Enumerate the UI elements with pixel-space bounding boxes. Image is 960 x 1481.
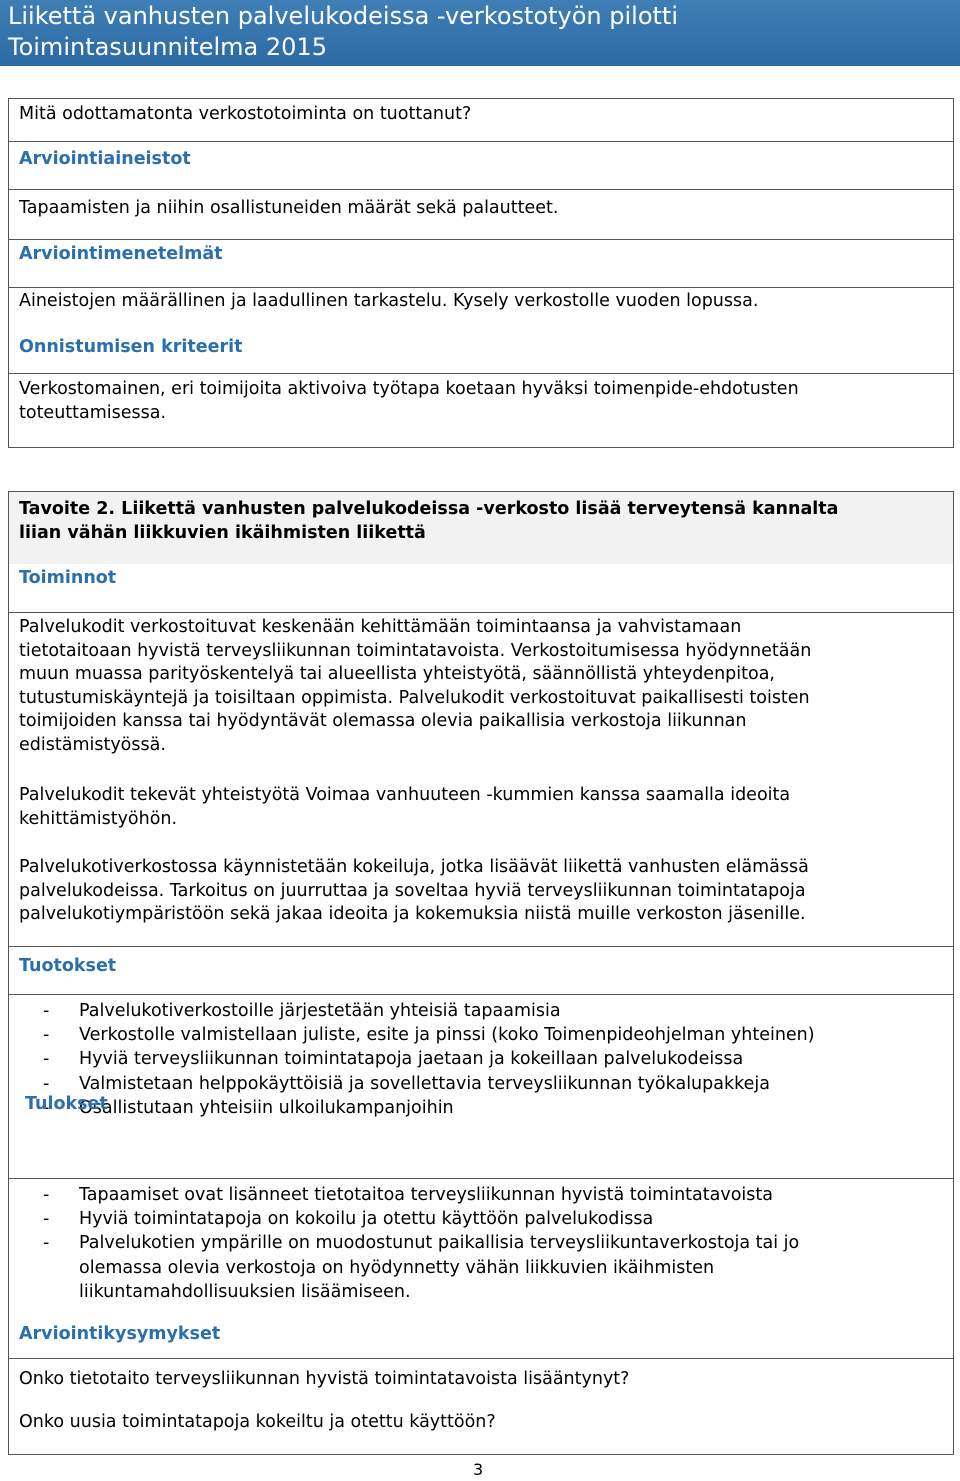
table-row xyxy=(9,99,953,141)
text-line: - Palvelukotien ympärille on muodostunut paikallisia terveysliikuntaverkostoja tai jo xyxy=(79,1233,800,1254)
table-row xyxy=(9,373,953,449)
list-item: - Hyviä terveysliikunnan toimintatapoja jaetaan ja kokeillaan palvelukodeissa xyxy=(43,1047,815,1071)
heading-materials: Arviointiaineistot xyxy=(19,149,191,169)
results-row xyxy=(9,1178,953,1306)
criteria-text-line2: toteuttamisessa. xyxy=(19,403,167,423)
table-row xyxy=(9,189,953,239)
text-line: Palvelukodit verkostoituvat keskenään kehittämään toimintaansa ja vahvistamaan xyxy=(19,617,742,637)
list-item: - Osallistutaan yhteisiin ulkoilukampanjoihin xyxy=(43,1096,815,1120)
text-line: olemassa olevia verkostoja on hyödynnetty vähän liikkuvien ikäihmisten xyxy=(79,1257,715,1278)
document-subtitle: Toimintasuunnitelma 2015 xyxy=(8,33,327,61)
list-item: - Valmistetaan helppokäyttöisiä ja sovellettavia terveysliikunnan työkalupakkeja xyxy=(43,1072,815,1096)
text-line: tutustumiskäyntejä ja toisiltaan oppimista. Palvelukodit verkostoituvat paikallisesti toisten xyxy=(19,687,810,708)
list-item: - Tapaamiset ovat lisänneet tietotaitoa terveysliikunnan hyvistä toimintatavoista xyxy=(43,1183,799,1207)
eval-questions-heading-row xyxy=(9,1310,953,1358)
question-unexpected: Mitä odottamatonta verkostotoiminta on tuottanut? xyxy=(19,104,472,124)
criteria-text-line1: Verkostomainen, eri toimijoita aktivoiva työtapa koetaan hyväksi toimenpide-ehdotusten xyxy=(19,379,799,399)
text-line: palvelukodeissa. Tarkoitus on juurruttaa ja soveltaa hyviä terveysliikunnan toimintatapoja xyxy=(19,880,806,901)
list-item: - Verkostolle valmistellaan juliste, esite ja pinssi (koko Toimenpideohjelman yhteinen) xyxy=(43,1023,815,1047)
methods-text: Aineistojen määrällinen ja laadullinen tarkastelu. Kysely verkostolle vuoden lopussa. xyxy=(19,291,759,311)
heading-methods: Arviointimenetelmät xyxy=(19,244,223,264)
heading-outputs: Tuotokset xyxy=(19,956,117,976)
goal-table xyxy=(8,491,954,1455)
goal-title-line2: liian vähän liikkuvien ikäihmisten liikettä xyxy=(19,523,426,543)
materials-text: Tapaamisten ja niihin osallistuneiden määrät sekä palautteet. xyxy=(19,198,559,218)
eval-questions-row xyxy=(9,1358,953,1456)
heading-criteria: Onnistumisen kriteerit xyxy=(19,337,243,357)
text-line: toimijoiden kanssa tai hyödyntävät olemassa olevia paikallisia verkostoja liikunnan xyxy=(19,711,747,731)
actions-paragraph-3 xyxy=(19,856,939,927)
text-line: tietotaitoaan hyvistä terveysliikunnan toimintatavoista. Verkostoitumisessa hyödynnetään xyxy=(19,640,812,661)
actions-paragraph-1 xyxy=(19,616,939,757)
goal-heading-row xyxy=(9,492,953,588)
eval-question-2: Onko uusia toimintatapoja kokeiltu ja otettu käyttöön? xyxy=(19,1412,496,1432)
results-list xyxy=(43,1183,799,1304)
outputs-heading-row xyxy=(9,946,953,994)
text-line: liikuntamahdollisuuksien lisäämiseen. xyxy=(79,1281,411,1302)
actions-row xyxy=(9,612,953,946)
text-line: muun muassa parityöskentelyä tai alueellista yhteistyötä, säännöllistä yhteydenpitoa, xyxy=(19,664,775,684)
evaluation-table xyxy=(8,98,954,448)
table-row xyxy=(9,141,953,189)
table-row xyxy=(9,239,953,287)
document-header xyxy=(0,0,960,66)
outputs-row xyxy=(9,994,953,1130)
heading-eval-questions: Arviointikysymykset xyxy=(19,1324,221,1344)
list-item: - Palvelukotiverkostoille järjestetään yhteisiä tapaamisia xyxy=(43,999,815,1023)
text-line: palvelukotiympäristöön sekä jakaa ideoita ja kokemuksia niistä muille verkoston jäsenille. xyxy=(19,904,806,924)
outputs-list xyxy=(43,999,815,1120)
document-title: Liikettä vanhusten palvelukodeissa -verkostotyön pilotti xyxy=(8,2,678,30)
heading-results: Tulokset xyxy=(25,1094,108,1114)
table-row xyxy=(9,287,953,357)
actions-paragraph-2 xyxy=(19,784,939,831)
text-line: Palvelukotiverkostossa käynnistetään kokeiluja, jotka lisäävät liikettä vanhusten elämässä xyxy=(19,857,809,877)
heading-actions: Toiminnot xyxy=(19,568,117,588)
list-item xyxy=(43,1231,799,1304)
goal-title-line1: Tavoite 2. Liikettä vanhusten palvelukodeissa -verkosto lisää terveytensä kannalta xyxy=(19,499,839,519)
eval-question-1: Onko tietotaito terveysliikunnan hyvistä toimintatavoista lisääntynyt? xyxy=(19,1369,630,1389)
page-number: 3 xyxy=(473,1460,484,1479)
list-item: - Hyviä toimintatapoja on kokoilu ja otettu käyttöön palvelukodissa xyxy=(43,1207,799,1231)
text-line: edistämistyössä. xyxy=(19,734,166,755)
text-line: kehittämistyöhön. xyxy=(19,808,178,829)
text-line: Palvelukodit tekevät yhteistyötä Voimaa vanhuuteen -kummien kanssa saamalla ideoita xyxy=(19,785,791,805)
